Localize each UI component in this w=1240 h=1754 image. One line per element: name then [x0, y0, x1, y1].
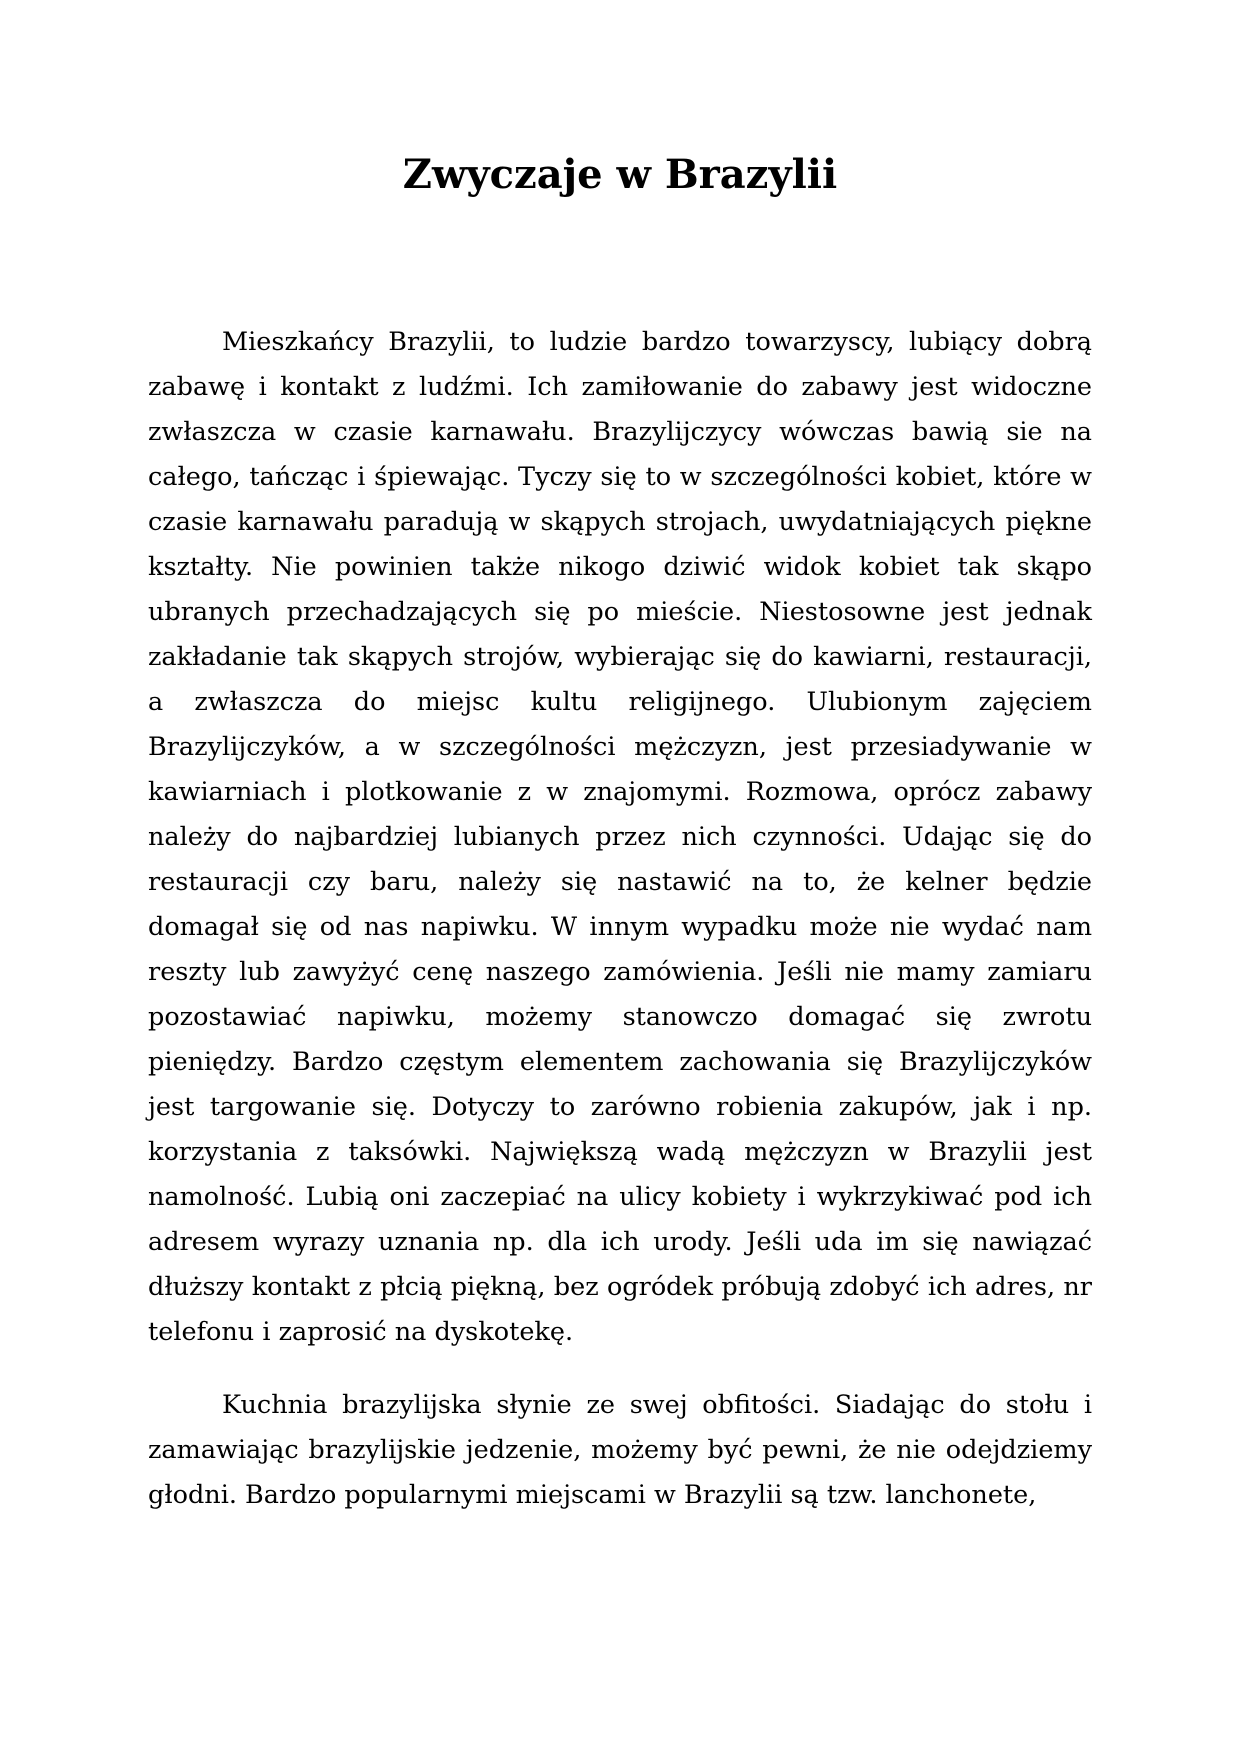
- document-title: Zwyczaje w Brazylii: [402, 151, 838, 198]
- paragraph-customs: Mieszkańcy Brazylii, to ludzie bardzo towarzyscy, lubiący dobrą zabawę i kontakt z ludźmi. Ich zamiłowanie do zabawy jest widoczne zwłaszcza w czasie karnawału. Brazylijczycy wówczas bawią sie na całego, tańcząc i śpiewając. Tyczy się to w szczególności kobiet, które w czasie karnawału paradują w skąpych strojach, uwydatniających piękne kształty. Nie powinien także nikogo dziwić widok kobiet tak skąpo ubranych przechadzających się po mieście. Niestosowne jest jednak zakładanie tak skąpych strojów, wybierając się do kawiarni, restauracji, a zwłaszcza do miejsc kultu religijnego. Ulubionym zajęciem Brazylijczyków, a w szczególności mężczyzn, jest przesiadywanie w kawiarniach i plotkowanie z w znajomymi. Rozmowa, oprócz zabawy należy do najbardziej lubianych przez nich czynności. Udając się do restauracji czy baru, należy się nastawić na to, że kelner będzie domagał się od nas napiwku. W innym wypadku może nie wydać nam reszty lub zawyżyć cenę naszego zamówienia. Jeśli nie mamy zamiaru pozostawiać napiwku, możemy stanowczo domagać się zwrotu pieniędzy. Bardzo częstym elementem zachowania się Brazylijczyków jest targowanie się. Dotyczy to zarówno robienia zakupów, jak i np. korzystania z taksówki. Największą wadą mężczyzn w Brazylii jest namolność. Lubią oni zaczepiać na ulicy kobiety i wykrzykiwać pod ich adresem wyrazy uznania np. dla ich urody. Jeśli uda im się nawiązać dłuższy kontakt z płcią piękną, bez ogródek próbują zdobyć ich adres, nr telefonu i zaprosić na dyskotekę.: [148, 327, 1092, 1347]
- paragraph-cuisine: Kuchnia brazylijska słynie ze swej obfitości. Siadając do stołu i zamawiając brazylijskie jedzenie, możemy być pewni, że nie odejdziemy głodni. Bardzo popularnymi miejscami w Brazylii są tzw. lanchonete,: [148, 1390, 1092, 1510]
- document-body: [148, 320, 1092, 1546]
